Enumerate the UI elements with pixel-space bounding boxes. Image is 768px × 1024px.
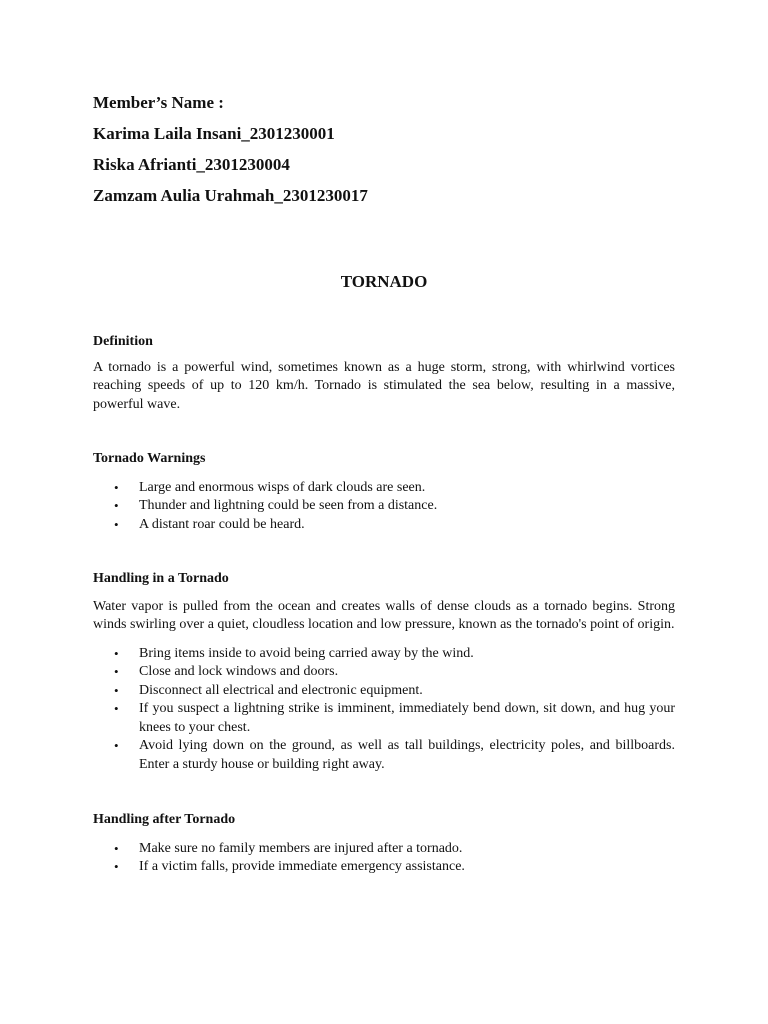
list-item-text: Avoid lying down on the ground, as well as tall buildings, electricity poles, and billboards. Enter a sturdy house or building right away. xyxy=(139,738,675,772)
bullet-icon: • xyxy=(114,479,119,495)
section-heading-handling-after: Handling after Tornado xyxy=(93,812,236,827)
list-item-text: Bring items inside to avoid being carried away by the wind. xyxy=(139,645,474,661)
bullet-icon: • xyxy=(114,645,119,661)
list-item-text: If a victim falls, provide immediate emergency assistance. xyxy=(139,859,465,874)
list-item xyxy=(93,737,675,774)
section-heading-handling-in: Handling in a Tornado xyxy=(93,571,229,586)
list-item xyxy=(93,479,675,498)
handling-in-list xyxy=(93,645,675,775)
handling-in-paragraph: Water vapor is pulled from the ocean and creates walls of dense clouds as a tornado begins. Strong winds swirling over a quiet, cloudless location and low pressure, known as the tornado's point of origin. xyxy=(93,598,675,632)
section-heading-definition: Definition xyxy=(93,334,153,349)
list-item xyxy=(93,516,675,535)
list-item-text: Make sure no family members are injured after a tornado. xyxy=(139,840,463,856)
warnings-list xyxy=(93,479,675,535)
member-name: Karima Laila Insani_2301230001 xyxy=(93,124,335,143)
list-item xyxy=(93,858,675,877)
member-name: Riska Afrianti_2301230004 xyxy=(93,155,290,174)
list-item xyxy=(93,645,675,664)
bullet-icon: • xyxy=(114,498,119,513)
bullet-icon: • xyxy=(114,516,119,532)
member-name: Zamzam Aulia Urahmah_2301230017 xyxy=(93,186,368,205)
bullet-icon: • xyxy=(114,840,119,856)
list-item xyxy=(93,700,675,737)
list-item-text: If you suspect a lightning strike is imminent, immediately bend down, sit down, and hug your knees to your chest. xyxy=(139,701,675,735)
list-item-text: Disconnect all electrical and electronic equipment. xyxy=(139,682,423,698)
bullet-icon: • xyxy=(114,738,119,753)
bullet-icon: • xyxy=(114,664,119,679)
bullet-icon: • xyxy=(114,859,119,874)
definition-paragraph: A tornado is a powerful wind, sometimes known as a huge storm, strong, with whirlwind vortices reaching speeds of up to 120 km/h. Tornado is stimulated the sea below, resulting in a massive, powerful wave. xyxy=(93,359,675,412)
section-heading-warnings: Tornado Warnings xyxy=(93,451,206,466)
members-heading: Member’s Name : xyxy=(93,93,224,112)
members-block xyxy=(93,87,693,211)
bullet-icon: • xyxy=(114,701,119,716)
handling-after-list xyxy=(93,840,675,877)
list-item-text: Large and enormous wisps of dark clouds are seen. xyxy=(139,479,426,495)
list-item xyxy=(93,497,675,516)
list-item-text: Thunder and lightning could be seen from a distance. xyxy=(139,498,438,513)
list-item-text: A distant roar could be heard. xyxy=(139,516,305,532)
bullet-icon: • xyxy=(114,682,119,698)
list-item-text: Close and lock windows and doors. xyxy=(139,664,339,679)
list-item xyxy=(93,682,675,701)
document-title: TORNADO xyxy=(340,272,428,291)
list-item xyxy=(93,840,675,859)
list-item xyxy=(93,663,675,682)
document-body xyxy=(93,333,675,877)
